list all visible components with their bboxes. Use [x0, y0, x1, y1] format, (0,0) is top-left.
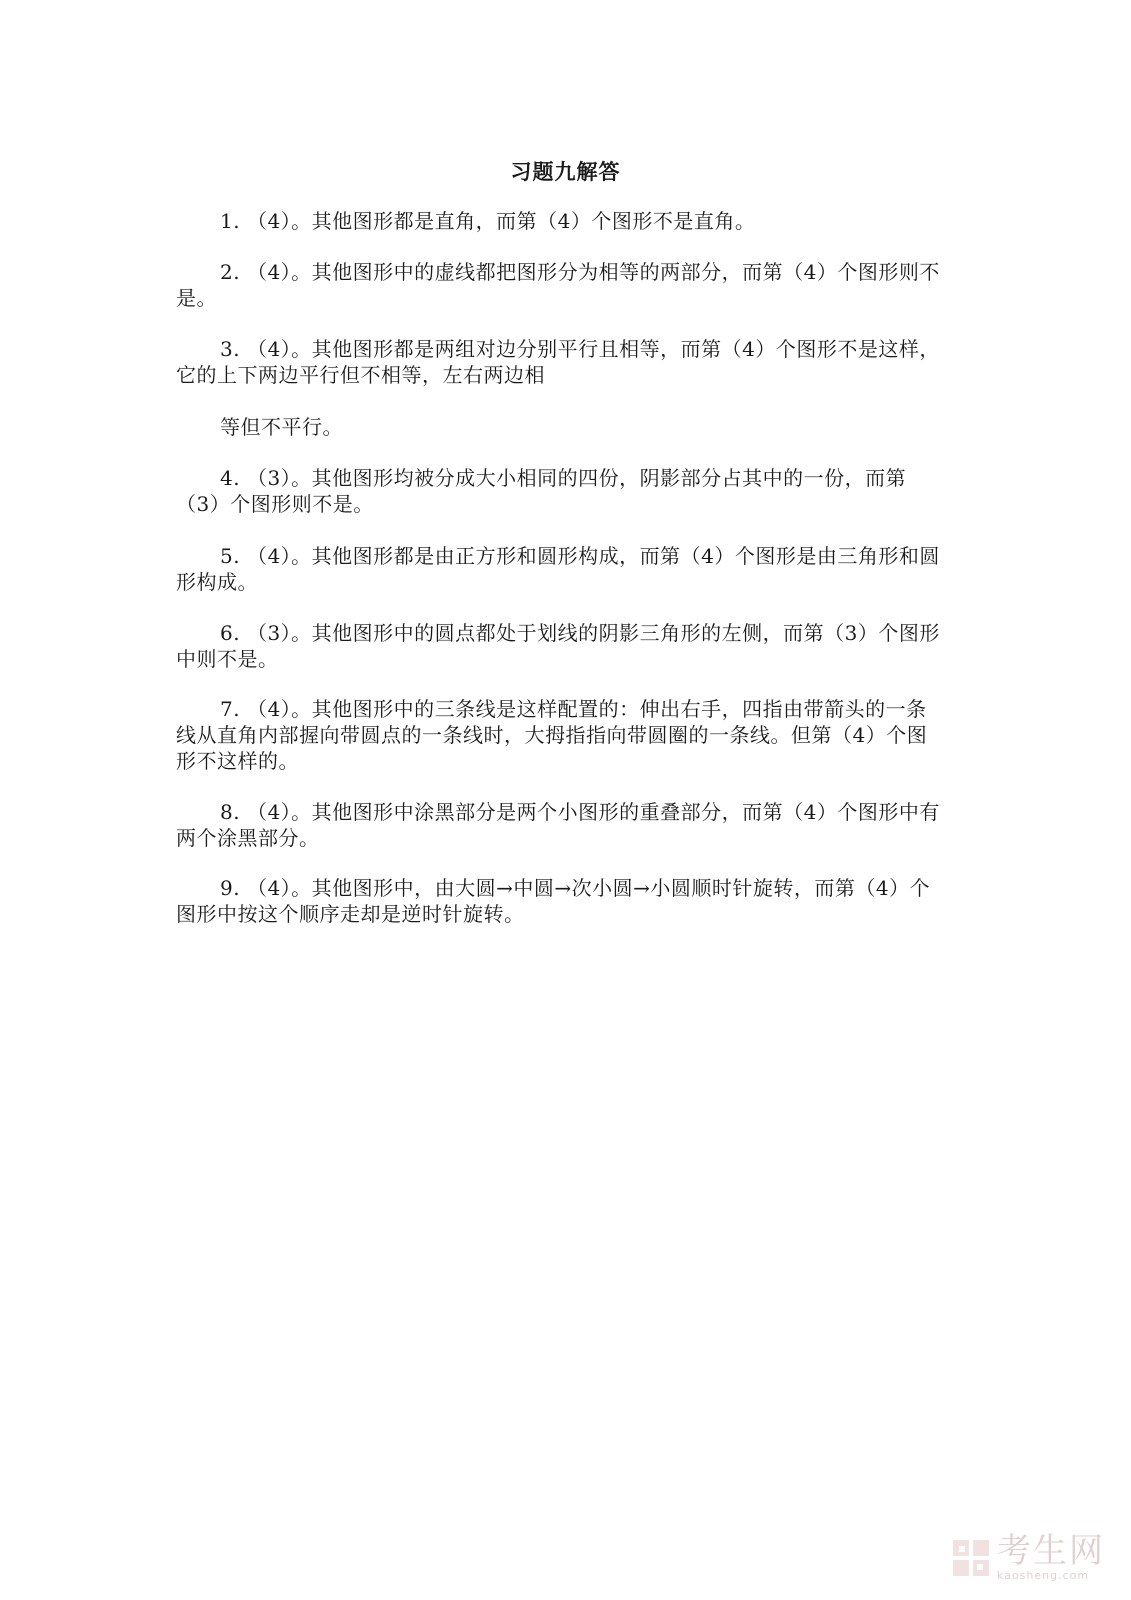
watermark-text: 考生网 — [997, 1531, 1105, 1571]
page-title: 习题九解答 — [510, 160, 621, 184]
answer-7: 7. （4）。其他图形中的三条线是这样配置的：伸出右手，四指由带箭头的一条线从直角内部握向带圆点的一条线时，大拇指指向带圆圈的一条线。但第（4）个图形不这样的。 — [176, 697, 928, 773]
answer-8: 8. （4）。其他图形中涂黑部分是两个小图形的重叠部分，而第（4）个图形中有两个涂黑部分。 — [176, 800, 940, 850]
answer-5: 5. （4）。其他图形都是由正方形和圆形构成，而第（4）个图形是由三角形和圆形构成。 — [176, 544, 940, 594]
kaosheng-logo-icon — [951, 1538, 991, 1578]
watermark — [951, 1533, 1105, 1582]
answer-9: 9. （4）。其他图形中，由大圆→中圆→次小圆→小圆顺时针旋转，而第（4）个图形中按这个顺序走却是逆时针旋转。 — [176, 876, 931, 926]
answer-1: 1. （4）。其他图形都是直角，而第（4）个图形不是直角。 — [220, 209, 756, 233]
answer-6: 6. （3）。其他图形中的圆点都处于划线的阴影三角形的左侧，而第（3）个图形中则不是。 — [176, 621, 940, 671]
answer-4: 4. （3）。其他图形均被分成大小相同的四份，阴影部分占其中的一份，而第（3）个图形则不是。 — [176, 466, 907, 516]
answer-2: 2. （4）。其他图形中的虚线都把图形分为相等的两部分，而第（4）个图形则不是。 — [176, 260, 940, 310]
answer-3-continuation: 等但不平行。 — [220, 415, 343, 439]
answer-3: 3. （4）。其他图形都是两组对边分别平行且相等，而第（4）个图形不是这样，它的上下两边平行但不相等，左右两边相 — [176, 337, 940, 387]
watermark-url: kaosheng.com — [997, 1569, 1090, 1582]
